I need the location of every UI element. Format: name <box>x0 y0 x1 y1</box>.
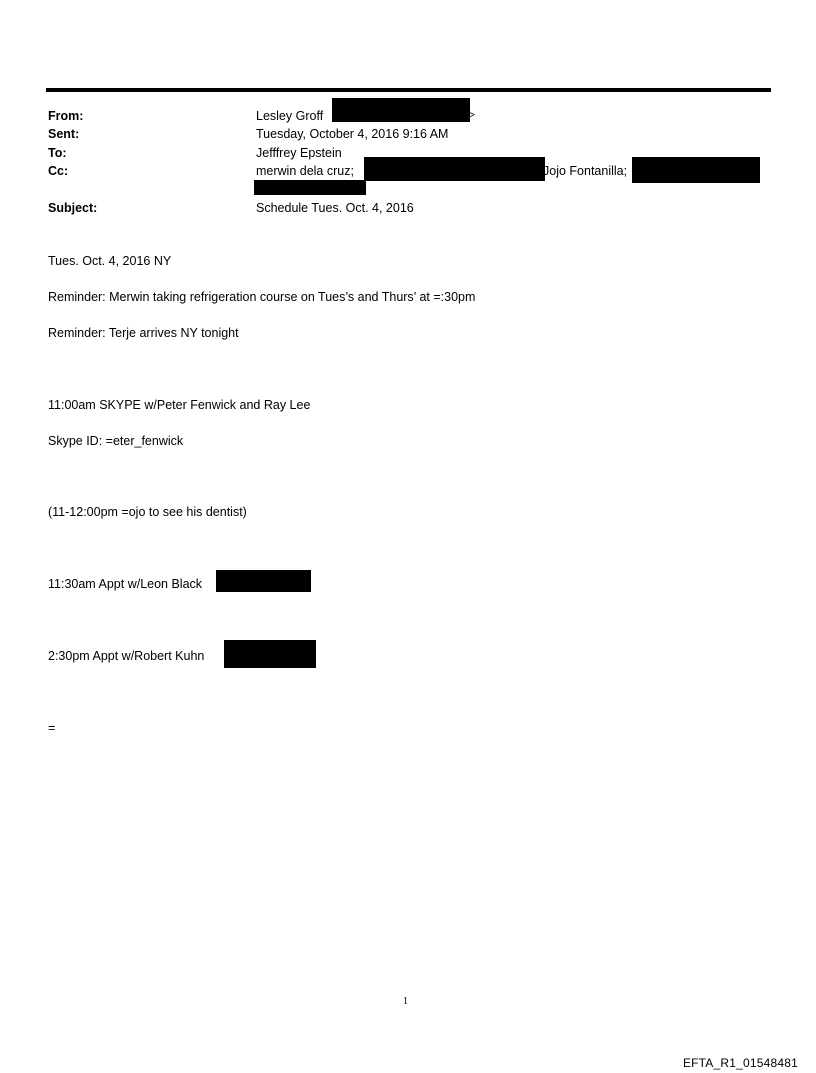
redaction-cc-2 <box>632 157 760 183</box>
redaction-cc-3 <box>254 180 366 195</box>
body-reminder-merwin: Reminder: Merwin taking refrigeration course on Tues’s and Thurs’ at =:30pm <box>48 290 476 304</box>
sent-label: Sent: <box>48 127 80 141</box>
from-email-bracket: > <box>469 110 475 121</box>
bates-number: EFTA_R1_01548481 <box>682 1056 798 1070</box>
cc-value-merwin: merwin dela cruz; <box>256 164 354 178</box>
redaction-leon <box>216 570 311 592</box>
body-skype-line: 11:00am SKYPE w/Peter Fenwick and Ray Lee <box>48 398 311 412</box>
from-value: Lesley Groff <box>256 109 324 123</box>
redaction-kuhn <box>224 640 316 668</box>
redaction-cc-1 <box>364 157 545 181</box>
body-skype-id: Skype ID: =eter_fenwick <box>48 434 184 448</box>
body-dentist-line: (11-12:00pm =ojo to see his dentist) <box>48 505 247 519</box>
cc-label: Cc: <box>48 164 69 178</box>
subject-label: Subject: <box>48 201 98 215</box>
body-date-line: Tues. Oct. 4, 2016 NY <box>48 254 172 268</box>
to-value: Jefffrey Epstein <box>256 146 342 160</box>
subject-value: Schedule Tues. Oct. 4, 2016 <box>256 201 414 215</box>
header-rule <box>46 88 771 92</box>
redaction-from-email <box>332 98 470 122</box>
body-equals: = <box>48 721 56 735</box>
cc-value-jojo: Jojo Fontanilla; <box>543 164 628 178</box>
body-reminder-terje: Reminder: Terje arrives NY tonight <box>48 326 239 340</box>
body-leon-appt: 11:30am Appt w/Leon Black <box>48 577 203 591</box>
sent-value: Tuesday, October 4, 2016 9:16 AM <box>256 127 449 141</box>
body-kuhn-appt: 2:30pm Appt w/Robert Kuhn <box>48 649 205 663</box>
from-label: From: <box>48 109 84 123</box>
to-label: To: <box>48 146 67 160</box>
page-number: 1 <box>403 996 408 1007</box>
